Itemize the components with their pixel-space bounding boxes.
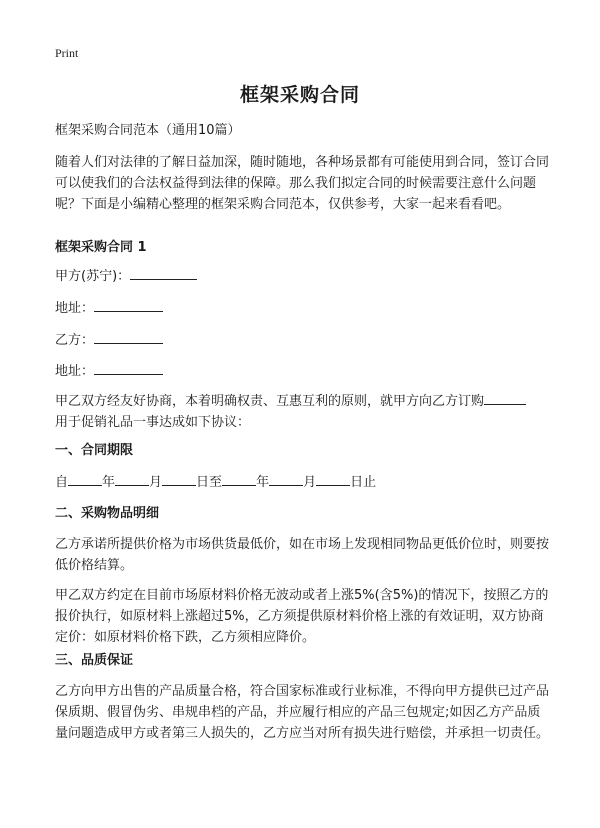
start-day-blank <box>162 471 196 486</box>
print-label: Print <box>55 46 79 60</box>
contract-date-line <box>55 471 550 493</box>
section-heading-goods: 二、采购物品明细 <box>55 506 160 521</box>
party-a-field <box>55 265 197 287</box>
end-month-blank <box>269 471 303 486</box>
party-b-label: 乙方： <box>55 333 95 348</box>
date-to: 日至 <box>196 475 223 490</box>
date-month-2: 月 <box>303 475 317 490</box>
end-day-blank <box>316 471 350 486</box>
section-heading-quality: 三、品质保证 <box>55 653 134 668</box>
start-month-blank <box>115 471 149 486</box>
agreement-paragraph <box>55 390 550 433</box>
date-from: 自 <box>55 475 69 490</box>
address-blank-2 <box>94 360 163 375</box>
party-a-label: 甲方(苏宁)： <box>55 269 131 284</box>
start-year-blank <box>68 471 102 486</box>
date-end: 日止 <box>350 475 377 490</box>
address-field-2 <box>55 360 163 382</box>
goods-paragraph-1: 乙方承诺所提供价格为市场供货最低价，如在市场上发现相同物品更低价位时，则要按低价格结算。 <box>55 537 550 573</box>
date-year-1: 年 <box>102 475 116 490</box>
contract-heading: 框架采购合同 1 <box>55 240 147 255</box>
party-a-blank <box>130 265 197 280</box>
goods-paragraph-2: 甲乙双方约定在目前市场原材料价格无波动或者上涨5%(含5%)的情况下，按照乙方的报价执行，如原材料上涨超过5%，乙方须提供原材料价格上涨的有效证明，双方协商定价：如原材料价格下跌，乙方须相应降价。 <box>55 588 549 645</box>
section-heading-period: 一、合同期限 <box>55 443 134 458</box>
address-blank-1 <box>94 297 163 312</box>
party-b-blank <box>94 329 163 344</box>
product-blank <box>484 390 526 405</box>
quality-paragraph: 乙方向甲方出售的产品质量合格，符合国家标准或行业标准，不得向甲方提供已过产品保质期、假冒伪劣、串规串档的产品，并应履行相应的产品三包规定;如因乙方产品质量问题造成甲方或者第三人损失的，乙方应当对所有损失进行赔偿，并承担一切责任。 <box>55 684 550 741</box>
date-month-1: 月 <box>149 475 163 490</box>
document-subtitle: 框架采购合同范本（通用10篇） <box>55 123 241 138</box>
date-year-2: 年 <box>256 475 270 490</box>
agreement-text-2: 用于促销礼品一事达成如下协议： <box>55 415 251 430</box>
end-year-blank <box>222 471 256 486</box>
agreement-text-1: 甲乙双方经友好协商，本着明确权责、互惠互利的原则，就甲方向乙方订购 <box>55 394 485 409</box>
intro-paragraph: 随着人们对法律的了解日益加深，随时随地，各种场景都有可能使用到合同，签订合同可以使我们的合法权益得到法律的保障。那么我们拟定合同的时候需要注意什么问题呢？下面是小编精心整理的框架采购合同范本，仅供参考，大家一起来看看吧。 <box>55 155 550 212</box>
address-label-1: 地址： <box>55 301 95 316</box>
address-label-2: 地址： <box>55 364 95 379</box>
party-b-field <box>55 329 163 351</box>
page-title: 框架采购合同 <box>239 84 360 106</box>
address-field-1 <box>55 297 163 319</box>
